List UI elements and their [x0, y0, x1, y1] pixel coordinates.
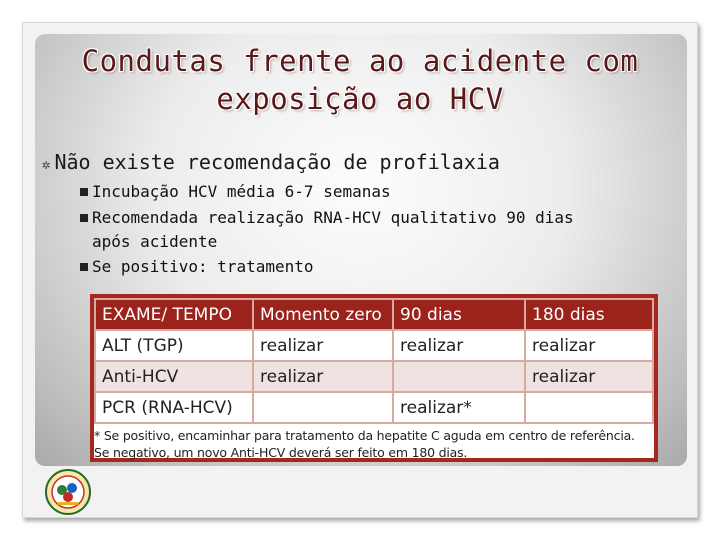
table-footnote: Se negativo, um novo Anti-HCV deverá ser feito em 180 dias.: [94, 445, 468, 460]
main-bullet-text: Não existe recomendação de profilaxia: [54, 150, 500, 174]
table-header-cell: 180 dias: [525, 299, 653, 330]
square-bullet-icon: [80, 188, 88, 196]
table-header-row: [95, 299, 653, 330]
sub-bullet: [80, 182, 391, 201]
table-cell: [393, 361, 525, 392]
square-bullet-icon: [80, 263, 88, 271]
table-header-cell: Momento zero: [253, 299, 393, 330]
table-cell: realizar: [525, 361, 653, 392]
sub-bullet: [80, 257, 314, 276]
main-bullet: [42, 150, 500, 174]
sub-bullet-text: após acidente: [92, 232, 218, 251]
table-row: [95, 392, 653, 423]
table-cell: realizar*: [393, 392, 525, 423]
sub-bullet: [80, 208, 574, 227]
table-footnote: * Se positivo, encaminhar para tratamento da hepatite C aguda em centro de referência.: [94, 428, 635, 443]
title-line-1: Condutas frente ao acidente com: [81, 44, 639, 78]
table-cell: realizar: [253, 361, 393, 392]
bullet-icon: ✲: [42, 157, 51, 173]
institution-seal-icon: [44, 468, 92, 516]
sub-bullet-text: Se positivo: tratamento: [92, 257, 314, 276]
table-cell: ALT (TGP): [95, 330, 253, 361]
sub-bullet-text: Recomendada realização RNA-HCV qualitativo 90 dias: [92, 208, 574, 227]
table-cell: [525, 392, 653, 423]
table-cell: Anti-HCV: [95, 361, 253, 392]
table-cell: [253, 392, 393, 423]
table-row: [95, 361, 653, 392]
slide-title: [40, 42, 680, 118]
exam-table: [94, 298, 654, 424]
title-line-2: exposição ao HCV: [216, 82, 504, 116]
sub-bullet-text: Incubação HCV média 6-7 semanas: [92, 182, 391, 201]
sub-bullet-continuation: [92, 232, 217, 251]
table-header-cell: EXAME/ TEMPO: [95, 299, 253, 330]
square-bullet-icon: [80, 214, 88, 222]
table-row: [95, 330, 653, 361]
table-cell: PCR (RNA-HCV): [95, 392, 253, 423]
table-cell: realizar: [393, 330, 525, 361]
table-header-cell: 90 dias: [393, 299, 525, 330]
table-cell: realizar: [253, 330, 393, 361]
table-cell: realizar: [525, 330, 653, 361]
